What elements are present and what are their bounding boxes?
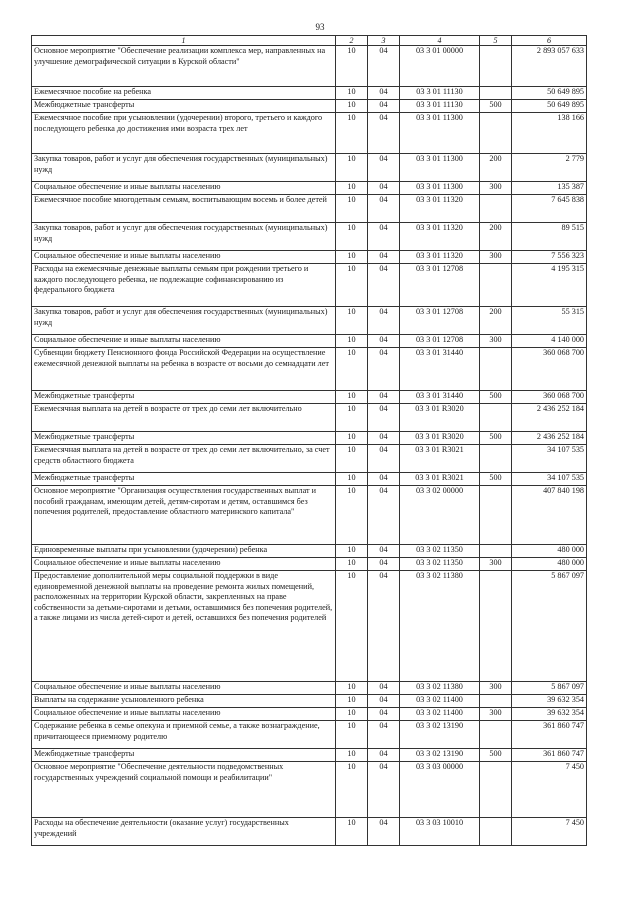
cell-rz: 10 (336, 182, 368, 195)
cell-sum: 50 649 895 (512, 87, 587, 100)
cell-csr: 03 3 01 11130 (400, 100, 480, 113)
cell-name: Социальное обеспечение и иные выплаты населению (32, 251, 336, 264)
cell-csr: 03 3 01 11320 (400, 251, 480, 264)
cell-rz: 10 (336, 348, 368, 391)
cell-rz: 10 (336, 545, 368, 558)
cell-csr: 03 3 01 R3020 (400, 432, 480, 445)
cell-vr (480, 264, 512, 307)
cell-name: Ежемесячная выплата на детей в возрасте от трех до семи лет включительно (32, 404, 336, 432)
cell-prz: 04 (368, 113, 400, 154)
cell-rz: 10 (336, 571, 368, 682)
cell-sum: 7 645 838 (512, 195, 587, 223)
cell-vr: 300 (480, 682, 512, 695)
table-row (32, 87, 587, 100)
table-row (32, 818, 587, 846)
cell-sum: 39 632 354 (512, 708, 587, 721)
cell-sum: 2 779 (512, 154, 587, 182)
cell-prz: 04 (368, 46, 400, 87)
cell-sum: 361 860 747 (512, 721, 587, 749)
header-cell-prz: 3 (368, 36, 400, 46)
cell-prz: 04 (368, 708, 400, 721)
cell-prz: 04 (368, 545, 400, 558)
table-row (32, 695, 587, 708)
cell-vr: 500 (480, 432, 512, 445)
table-row (32, 182, 587, 195)
cell-name: Социальное обеспечение и иные выплаты населению (32, 708, 336, 721)
cell-csr: 03 3 01 11300 (400, 182, 480, 195)
header-cell-vr: 5 (480, 36, 512, 46)
cell-csr: 03 3 03 10010 (400, 818, 480, 846)
cell-vr: 500 (480, 391, 512, 404)
cell-prz: 04 (368, 335, 400, 348)
cell-vr (480, 721, 512, 749)
cell-sum: 2 436 252 184 (512, 432, 587, 445)
cell-name: Расходы на обеспечение деятельности (оказание услуг) государственных учреждений (32, 818, 336, 846)
budget-table-body (32, 36, 587, 846)
cell-csr: 03 3 01 11320 (400, 223, 480, 251)
cell-name: Социальное обеспечение и иные выплаты населению (32, 558, 336, 571)
cell-csr: 03 3 02 11380 (400, 682, 480, 695)
table-row (32, 264, 587, 307)
cell-rz: 10 (336, 445, 368, 473)
cell-sum: 135 387 (512, 182, 587, 195)
cell-name: Ежемесячное пособие многодетным семьям, воспитывающим восемь и более детей (32, 195, 336, 223)
cell-sum: 2 893 057 633 (512, 46, 587, 87)
cell-prz: 04 (368, 251, 400, 264)
cell-vr: 300 (480, 708, 512, 721)
cell-name: Выплаты на содержание усыновленного ребенка (32, 695, 336, 708)
cell-csr: 03 3 01 R3020 (400, 404, 480, 432)
header-row (32, 36, 587, 46)
cell-rz: 10 (336, 432, 368, 445)
table-row (32, 404, 587, 432)
table-row (32, 113, 587, 154)
cell-rz: 10 (336, 749, 368, 762)
header-cell-name: 1 (32, 36, 336, 46)
cell-csr: 03 3 02 11380 (400, 571, 480, 682)
table-row (32, 195, 587, 223)
cell-name: Социальное обеспечение и иные выплаты населению (32, 335, 336, 348)
cell-prz: 04 (368, 100, 400, 113)
table-row (32, 154, 587, 182)
cell-vr: 200 (480, 307, 512, 335)
table-row (32, 251, 587, 264)
header-cell-csr: 4 (400, 36, 480, 46)
cell-vr (480, 195, 512, 223)
page-number: 93 (315, 22, 325, 32)
cell-csr: 03 3 02 00000 (400, 486, 480, 545)
cell-name: Межбюджетные трансферты (32, 100, 336, 113)
cell-prz: 04 (368, 558, 400, 571)
table-row (32, 223, 587, 251)
table-row (32, 749, 587, 762)
table-row (32, 348, 587, 391)
cell-prz: 04 (368, 818, 400, 846)
cell-prz: 04 (368, 762, 400, 818)
cell-rz: 10 (336, 818, 368, 846)
cell-prz: 04 (368, 195, 400, 223)
table-row (32, 708, 587, 721)
cell-csr: 03 3 02 11350 (400, 545, 480, 558)
cell-csr: 03 3 03 00000 (400, 762, 480, 818)
cell-vr (480, 762, 512, 818)
cell-vr (480, 113, 512, 154)
cell-csr: 03 3 02 13190 (400, 721, 480, 749)
cell-vr (480, 545, 512, 558)
cell-rz: 10 (336, 87, 368, 100)
cell-vr: 500 (480, 473, 512, 486)
header-cell-rz: 2 (336, 36, 368, 46)
cell-prz: 04 (368, 749, 400, 762)
cell-rz: 10 (336, 404, 368, 432)
cell-csr: 03 3 01 31440 (400, 348, 480, 391)
table-row (32, 721, 587, 749)
cell-name: Субвенции бюджету Пенсионного фонда Российской Федерации на осуществление ежемесячной денежной выплаты на ребенка в возрасте от восьми до семнадцати лет (32, 348, 336, 391)
cell-vr: 300 (480, 182, 512, 195)
cell-sum: 50 649 895 (512, 100, 587, 113)
table-row (32, 571, 587, 682)
cell-prz: 04 (368, 307, 400, 335)
cell-name: Содержание ребенка в семье опекуна и приемной семье, а также вознаграждение, причитающееся приемному родителю (32, 721, 336, 749)
cell-name: Ежемесячная выплата на детей в возрасте от трех до семи лет включительно, за счет средств областного бюджета (32, 445, 336, 473)
cell-prz: 04 (368, 473, 400, 486)
cell-prz: 04 (368, 264, 400, 307)
cell-prz: 04 (368, 486, 400, 545)
cell-csr: 03 3 01 R3021 (400, 445, 480, 473)
cell-csr: 03 3 02 11350 (400, 558, 480, 571)
cell-rz: 10 (336, 264, 368, 307)
cell-prz: 04 (368, 87, 400, 100)
table-row (32, 46, 587, 87)
cell-sum: 360 068 700 (512, 348, 587, 391)
cell-sum: 34 107 535 (512, 445, 587, 473)
cell-sum: 39 632 354 (512, 695, 587, 708)
cell-rz: 10 (336, 46, 368, 87)
cell-vr (480, 445, 512, 473)
cell-sum: 407 840 198 (512, 486, 587, 545)
cell-name: Межбюджетные трансферты (32, 432, 336, 445)
cell-name: Ежемесячное пособие при усыновлении (удочерении) второго, третьего и каждого последующего ребенка до достижения ими возраста трех лет (32, 113, 336, 154)
cell-rz: 10 (336, 762, 368, 818)
cell-sum: 7 556 323 (512, 251, 587, 264)
table-row (32, 558, 587, 571)
table-row (32, 307, 587, 335)
cell-name: Социальное обеспечение и иные выплаты населению (32, 682, 336, 695)
cell-vr (480, 486, 512, 545)
cell-rz: 10 (336, 307, 368, 335)
table-row (32, 100, 587, 113)
cell-vr (480, 571, 512, 682)
cell-vr: 300 (480, 251, 512, 264)
cell-name: Межбюджетные трансферты (32, 391, 336, 404)
cell-name: Расходы на ежемесячные денежные выплаты семьям при рождении третьего и каждого последующего ребенка, не подлежащие софинансированию из федерального бюджета (32, 264, 336, 307)
cell-rz: 10 (336, 223, 368, 251)
cell-rz: 10 (336, 721, 368, 749)
cell-rz: 10 (336, 195, 368, 223)
table-row (32, 682, 587, 695)
cell-sum: 7 450 (512, 818, 587, 846)
cell-sum: 55 315 (512, 307, 587, 335)
cell-prz: 04 (368, 695, 400, 708)
cell-vr: 300 (480, 335, 512, 348)
cell-csr: 03 3 01 R3021 (400, 473, 480, 486)
cell-sum: 4 140 000 (512, 335, 587, 348)
cell-sum: 89 515 (512, 223, 587, 251)
cell-sum: 5 867 097 (512, 682, 587, 695)
cell-sum: 138 166 (512, 113, 587, 154)
cell-vr: 500 (480, 100, 512, 113)
cell-prz: 04 (368, 682, 400, 695)
cell-csr: 03 3 01 11320 (400, 195, 480, 223)
cell-name: Основное мероприятие "Организация осуществления государственных выплат и пособий гражданам, имеющим детей, детям-сиротам и детям, оставшимся без попечения родителей, предоставление областного материнского капитала" (32, 486, 336, 545)
cell-vr: 300 (480, 558, 512, 571)
cell-sum: 34 107 535 (512, 473, 587, 486)
cell-prz: 04 (368, 348, 400, 391)
cell-sum: 360 068 700 (512, 391, 587, 404)
cell-rz: 10 (336, 708, 368, 721)
cell-sum: 480 000 (512, 545, 587, 558)
cell-name: Ежемесячное пособие на ребенка (32, 87, 336, 100)
cell-name: Закупка товаров, работ и услуг для обеспечения государственных (муниципальных) нужд (32, 223, 336, 251)
cell-csr: 03 3 02 13190 (400, 749, 480, 762)
cell-csr: 03 3 01 11300 (400, 113, 480, 154)
cell-csr: 03 3 02 11400 (400, 695, 480, 708)
cell-sum: 480 000 (512, 558, 587, 571)
cell-prz: 04 (368, 223, 400, 251)
cell-prz: 04 (368, 445, 400, 473)
cell-vr: 200 (480, 154, 512, 182)
cell-rz: 10 (336, 113, 368, 154)
cell-rz: 10 (336, 391, 368, 404)
cell-rz: 10 (336, 335, 368, 348)
cell-name: Единовременные выплаты при усыновлении (удочерении) ребенка (32, 545, 336, 558)
budget-table (31, 35, 587, 846)
cell-rz: 10 (336, 486, 368, 545)
cell-sum: 7 450 (512, 762, 587, 818)
cell-prz: 04 (368, 154, 400, 182)
cell-sum: 361 860 747 (512, 749, 587, 762)
cell-rz: 10 (336, 100, 368, 113)
header-cell-sum: 6 (512, 36, 587, 46)
cell-prz: 04 (368, 432, 400, 445)
cell-name: Основное мероприятие "Обеспечение реализации комплекса мер, направленных на улучшение демографической ситуации в Курской области" (32, 46, 336, 87)
cell-prz: 04 (368, 182, 400, 195)
cell-name: Закупка товаров, работ и услуг для обеспечения государственных (муниципальных) нужд (32, 154, 336, 182)
cell-vr (480, 87, 512, 100)
cell-csr: 03 3 01 12708 (400, 264, 480, 307)
cell-name: Закупка товаров, работ и услуг для обеспечения государственных (муниципальных) нужд (32, 307, 336, 335)
cell-csr: 03 3 02 11400 (400, 708, 480, 721)
cell-prz: 04 (368, 571, 400, 682)
cell-name: Предоставление дополнительной меры социальной поддержки в виде единовременной денежной выплаты на проведение ремонта жилых помещений, расположенных на территории Курской области, закрепленных на праве собственности за детьми-сиротами и детьми, оставшимися без попечения родителей, а также лицами из числа детей-сирот и детей, оставшихся без попечения родителей (32, 571, 336, 682)
cell-csr: 03 3 01 00000 (400, 46, 480, 87)
cell-prz: 04 (368, 404, 400, 432)
cell-sum: 4 195 315 (512, 264, 587, 307)
cell-csr: 03 3 01 12708 (400, 335, 480, 348)
cell-csr: 03 3 01 12708 (400, 307, 480, 335)
table-row (32, 445, 587, 473)
cell-vr (480, 348, 512, 391)
cell-vr (480, 404, 512, 432)
cell-vr: 500 (480, 749, 512, 762)
table-row (32, 545, 587, 558)
cell-name: Основное мероприятие "Обеспечение деятельности подведомственных государственных учреждений социальной помощи и реабилитации" (32, 762, 336, 818)
cell-name: Межбюджетные трансферты (32, 473, 336, 486)
cell-sum: 5 867 097 (512, 571, 587, 682)
cell-prz: 04 (368, 721, 400, 749)
cell-vr: 200 (480, 223, 512, 251)
table-row (32, 486, 587, 545)
cell-vr (480, 46, 512, 87)
cell-name: Межбюджетные трансферты (32, 749, 336, 762)
table-row (32, 762, 587, 818)
table-row (32, 391, 587, 404)
cell-csr: 03 3 01 11130 (400, 87, 480, 100)
cell-rz: 10 (336, 251, 368, 264)
cell-csr: 03 3 01 31440 (400, 391, 480, 404)
cell-vr (480, 695, 512, 708)
table-row (32, 473, 587, 486)
cell-name: Социальное обеспечение и иные выплаты населению (32, 182, 336, 195)
cell-prz: 04 (368, 391, 400, 404)
table-row (32, 432, 587, 445)
table-row (32, 335, 587, 348)
cell-rz: 10 (336, 682, 368, 695)
cell-rz: 10 (336, 473, 368, 486)
cell-csr: 03 3 01 11300 (400, 154, 480, 182)
cell-sum: 2 436 252 184 (512, 404, 587, 432)
cell-rz: 10 (336, 558, 368, 571)
cell-vr (480, 818, 512, 846)
cell-rz: 10 (336, 695, 368, 708)
cell-rz: 10 (336, 154, 368, 182)
